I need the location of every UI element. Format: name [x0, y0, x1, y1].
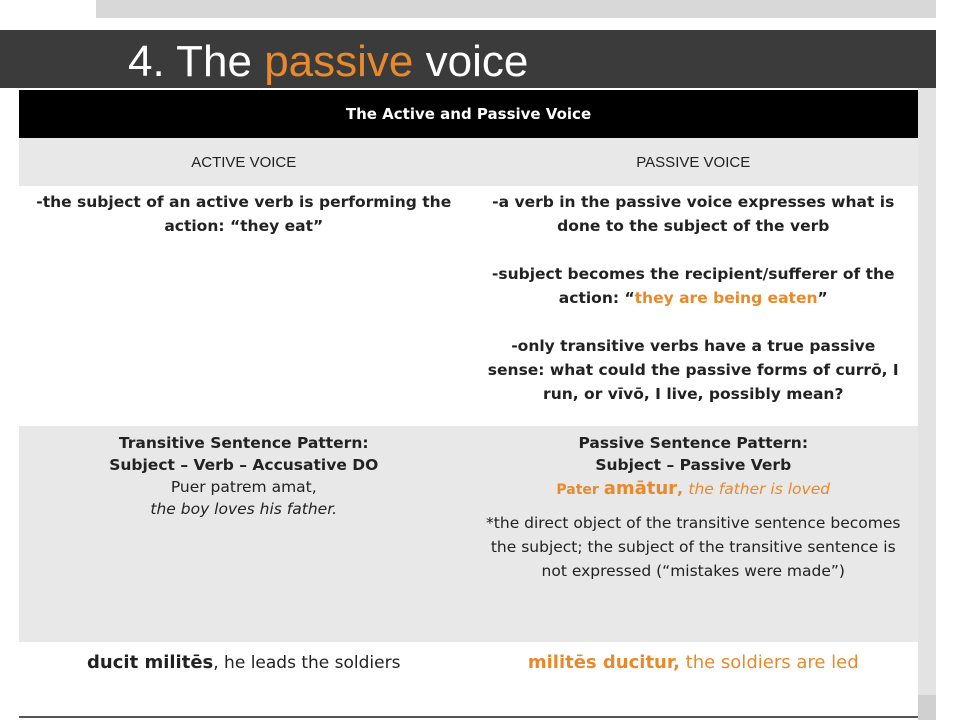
transitive-heading: Transitive Sentence Pattern: [118, 434, 369, 452]
passive-latin-example [483, 478, 905, 501]
transitive-latin-example: Puer patrem amat, [170, 478, 317, 496]
title-word-voice: voice [425, 37, 529, 86]
slide-number: 4. [128, 37, 165, 86]
transitive-translation: the boy loves his father. [150, 500, 338, 518]
passive-heading: Passive Sentence Pattern: [578, 434, 809, 452]
table-header-row [19, 90, 918, 138]
passive-latin-verb: amātur [603, 478, 678, 499]
transitive-pattern [19, 426, 469, 642]
right-decor-block [918, 695, 936, 720]
passive-definition-3: -only transitive verbs have a true passive sense: what could the passive forms of currō, I run, or vīvō, I live, possibly mean? [487, 337, 899, 403]
passive-latin-comma: , [677, 480, 689, 498]
table-header: The Active and Passive Voice [19, 90, 918, 138]
active-definition-text: -the subject of an active verb is performing the action: “they eat” [36, 193, 452, 235]
active-example-translation: , he leads the soldiers [213, 653, 401, 673]
passive-definition-2 [483, 262, 905, 310]
passive-example-latin: militēs ducitur, [527, 652, 680, 673]
column-heading-row [19, 138, 918, 186]
bottom-rule [19, 716, 918, 718]
passive-example [469, 642, 919, 712]
table-row [19, 426, 918, 642]
passive-pattern-formula: Subject – Passive Verb [595, 456, 792, 474]
passive-definition [469, 186, 919, 426]
passive-latin-subject: Pater [556, 482, 604, 498]
right-decor-stripe [918, 88, 936, 720]
active-definition [19, 186, 469, 426]
passive-example-accent: they are being eaten [634, 289, 818, 307]
passive-definition-2-pre: -subject becomes the recipient/sufferer of the action: “ [491, 265, 895, 307]
table-row [19, 186, 918, 426]
passive-pattern [469, 426, 919, 642]
voice-comparison-table [19, 90, 918, 712]
passive-definition-1: -a verb in the passive voice expresses what is done to the subject of the verb [492, 193, 895, 235]
transitive-pattern-formula: Subject – Verb – Accusative DO [109, 456, 379, 474]
passive-definition-2-post: ” [817, 289, 828, 307]
col-heading-active: ACTIVE VOICE [19, 138, 469, 186]
passive-translation: the father is loved [688, 480, 831, 498]
table-row [19, 642, 918, 712]
active-example [19, 642, 469, 712]
passive-pattern-note: *the direct object of the transitive sentence becomes the subject; the subject of the transitive sentence is not expressed (“mistakes were made”) [486, 514, 901, 580]
col-heading-passive: PASSIVE VOICE [469, 138, 919, 186]
title-word-the: The [176, 37, 252, 86]
slide-title [128, 32, 528, 92]
top-decor-stripe [96, 0, 936, 18]
passive-example-translation: the soldiers are led [679, 652, 859, 673]
active-example-latin: ducit militēs [87, 652, 214, 673]
title-accent-word: passive [264, 37, 414, 86]
